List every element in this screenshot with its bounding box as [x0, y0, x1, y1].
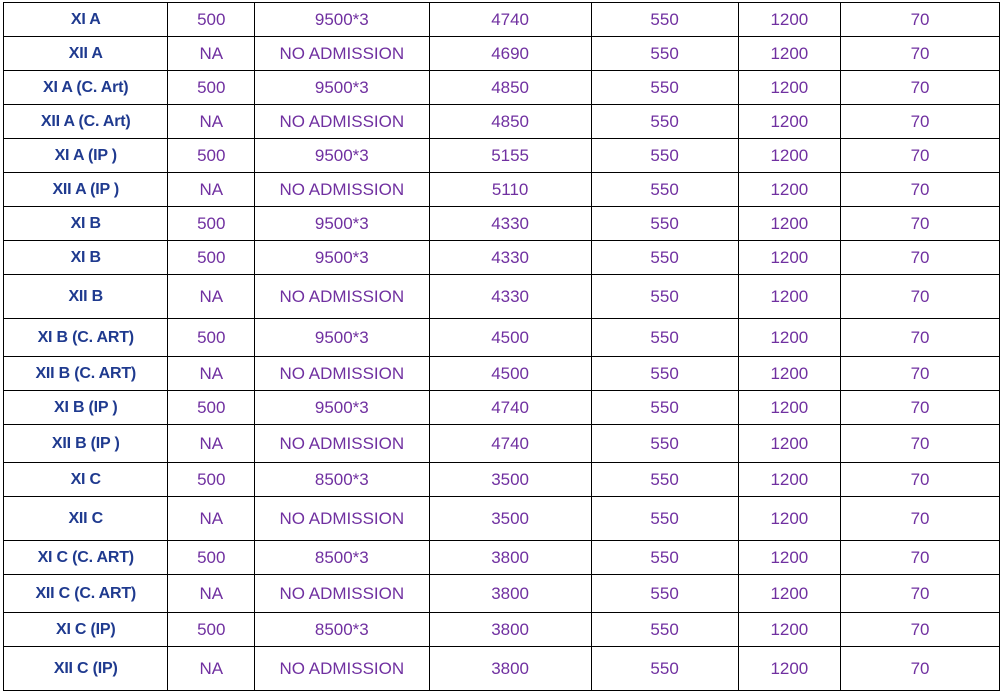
- col7-cell: 70: [841, 391, 1000, 425]
- col5-cell: 550: [591, 319, 738, 357]
- col6-cell: 1200: [738, 207, 840, 241]
- col4-cell: 3800: [429, 575, 591, 613]
- class-cell: XI A (C. Art): [4, 71, 168, 105]
- class-cell: XI C (IP): [4, 613, 168, 647]
- col2-cell: NA: [168, 105, 255, 139]
- col2-cell: 500: [168, 241, 255, 275]
- table-row: [4, 319, 1000, 357]
- col3-cell: 9500*3: [255, 241, 430, 275]
- col2-cell: NA: [168, 575, 255, 613]
- col7-cell: 70: [841, 541, 1000, 575]
- col4-cell: 4850: [429, 71, 591, 105]
- col6-cell: 1200: [738, 241, 840, 275]
- col6-cell: 1200: [738, 357, 840, 391]
- col3-cell: 9500*3: [255, 391, 430, 425]
- col4-cell: 3800: [429, 647, 591, 691]
- class-cell: XII C (C. ART): [4, 575, 168, 613]
- table-row: [4, 105, 1000, 139]
- table-row: [4, 207, 1000, 241]
- col6-cell: 1200: [738, 71, 840, 105]
- col4-cell: 4500: [429, 357, 591, 391]
- col7-cell: 70: [841, 71, 1000, 105]
- table-row: [4, 575, 1000, 613]
- col3-cell: 8500*3: [255, 463, 430, 497]
- col5-cell: 550: [591, 425, 738, 463]
- col2-cell: 500: [168, 139, 255, 173]
- col6-cell: 1200: [738, 3, 840, 37]
- col7-cell: 70: [841, 173, 1000, 207]
- col5-cell: 550: [591, 541, 738, 575]
- col5-cell: 550: [591, 173, 738, 207]
- class-cell: XI B (IP ): [4, 391, 168, 425]
- col7-cell: 70: [841, 575, 1000, 613]
- col6-cell: 1200: [738, 37, 840, 71]
- col4-cell: 3800: [429, 541, 591, 575]
- class-cell: XII A: [4, 37, 168, 71]
- class-cell: XII A (C. Art): [4, 105, 168, 139]
- table-row: [4, 173, 1000, 207]
- col5-cell: 550: [591, 207, 738, 241]
- col3-cell: 8500*3: [255, 541, 430, 575]
- table-row: [4, 275, 1000, 319]
- table-row: [4, 391, 1000, 425]
- col4-cell: 4850: [429, 105, 591, 139]
- col3-cell: NO ADMISSION: [255, 275, 430, 319]
- col2-cell: 500: [168, 3, 255, 37]
- class-cell: XII B (C. ART): [4, 357, 168, 391]
- col4-cell: 4740: [429, 3, 591, 37]
- col5-cell: 550: [591, 105, 738, 139]
- col3-cell: NO ADMISSION: [255, 425, 430, 463]
- table-row: [4, 463, 1000, 497]
- col6-cell: 1200: [738, 647, 840, 691]
- class-cell: XI B (C. ART): [4, 319, 168, 357]
- table-row: [4, 647, 1000, 691]
- col7-cell: 70: [841, 241, 1000, 275]
- col7-cell: 70: [841, 37, 1000, 71]
- table-row: [4, 241, 1000, 275]
- col2-cell: NA: [168, 357, 255, 391]
- class-cell: XII B (IP ): [4, 425, 168, 463]
- col5-cell: 550: [591, 575, 738, 613]
- col7-cell: 70: [841, 319, 1000, 357]
- col7-cell: 70: [841, 139, 1000, 173]
- col7-cell: 70: [841, 357, 1000, 391]
- col5-cell: 550: [591, 497, 738, 541]
- col5-cell: 550: [591, 241, 738, 275]
- col3-cell: NO ADMISSION: [255, 497, 430, 541]
- col6-cell: 1200: [738, 575, 840, 613]
- col3-cell: 9500*3: [255, 71, 430, 105]
- col4-cell: 5110: [429, 173, 591, 207]
- col4-cell: 4330: [429, 275, 591, 319]
- col4-cell: 4740: [429, 391, 591, 425]
- col7-cell: 70: [841, 463, 1000, 497]
- col6-cell: 1200: [738, 425, 840, 463]
- col6-cell: 1200: [738, 541, 840, 575]
- col5-cell: 550: [591, 71, 738, 105]
- class-cell: XI B: [4, 207, 168, 241]
- col6-cell: 1200: [738, 105, 840, 139]
- col4-cell: 3500: [429, 463, 591, 497]
- table-row: [4, 425, 1000, 463]
- class-cell: XII A (IP ): [4, 173, 168, 207]
- col4-cell: 3800: [429, 613, 591, 647]
- class-cell: XII C (IP): [4, 647, 168, 691]
- table-row: [4, 37, 1000, 71]
- col3-cell: 9500*3: [255, 207, 430, 241]
- col6-cell: 1200: [738, 139, 840, 173]
- col6-cell: 1200: [738, 391, 840, 425]
- col2-cell: NA: [168, 497, 255, 541]
- col5-cell: 550: [591, 463, 738, 497]
- col3-cell: NO ADMISSION: [255, 173, 430, 207]
- col7-cell: 70: [841, 425, 1000, 463]
- col6-cell: 1200: [738, 463, 840, 497]
- class-cell: XI B: [4, 241, 168, 275]
- class-cell: XII C: [4, 497, 168, 541]
- col4-cell: 4330: [429, 207, 591, 241]
- col3-cell: NO ADMISSION: [255, 647, 430, 691]
- col2-cell: 500: [168, 613, 255, 647]
- table-row: [4, 357, 1000, 391]
- col5-cell: 550: [591, 613, 738, 647]
- col7-cell: 70: [841, 613, 1000, 647]
- fee-table: [3, 2, 1000, 691]
- col7-cell: 70: [841, 3, 1000, 37]
- col3-cell: NO ADMISSION: [255, 37, 430, 71]
- class-cell: XII B: [4, 275, 168, 319]
- col7-cell: 70: [841, 647, 1000, 691]
- col4-cell: 4690: [429, 37, 591, 71]
- fee-table-body: [4, 3, 1000, 691]
- col7-cell: 70: [841, 275, 1000, 319]
- col7-cell: 70: [841, 207, 1000, 241]
- table-row: [4, 3, 1000, 37]
- col3-cell: 9500*3: [255, 319, 430, 357]
- class-cell: XI A (IP ): [4, 139, 168, 173]
- col2-cell: 500: [168, 207, 255, 241]
- col6-cell: 1200: [738, 173, 840, 207]
- col2-cell: 500: [168, 463, 255, 497]
- col2-cell: 500: [168, 71, 255, 105]
- col3-cell: NO ADMISSION: [255, 357, 430, 391]
- col3-cell: 9500*3: [255, 139, 430, 173]
- col2-cell: 500: [168, 391, 255, 425]
- col3-cell: NO ADMISSION: [255, 105, 430, 139]
- table-row: [4, 613, 1000, 647]
- col5-cell: 550: [591, 275, 738, 319]
- col6-cell: 1200: [738, 613, 840, 647]
- col5-cell: 550: [591, 37, 738, 71]
- col5-cell: 550: [591, 647, 738, 691]
- col4-cell: 4330: [429, 241, 591, 275]
- col2-cell: NA: [168, 647, 255, 691]
- col2-cell: 500: [168, 319, 255, 357]
- col4-cell: 5155: [429, 139, 591, 173]
- table-row: [4, 139, 1000, 173]
- class-cell: XI C: [4, 463, 168, 497]
- col4-cell: 4500: [429, 319, 591, 357]
- col2-cell: NA: [168, 37, 255, 71]
- col7-cell: 70: [841, 497, 1000, 541]
- col5-cell: 550: [591, 3, 738, 37]
- col2-cell: NA: [168, 425, 255, 463]
- table-row: [4, 541, 1000, 575]
- col7-cell: 70: [841, 105, 1000, 139]
- col3-cell: 8500*3: [255, 613, 430, 647]
- col4-cell: 3500: [429, 497, 591, 541]
- col5-cell: 550: [591, 139, 738, 173]
- class-cell: XI C (C. ART): [4, 541, 168, 575]
- col3-cell: 9500*3: [255, 3, 430, 37]
- col2-cell: NA: [168, 173, 255, 207]
- col3-cell: NO ADMISSION: [255, 575, 430, 613]
- table-row: [4, 497, 1000, 541]
- col6-cell: 1200: [738, 275, 840, 319]
- col4-cell: 4740: [429, 425, 591, 463]
- table-row: [4, 71, 1000, 105]
- class-cell: XI A: [4, 3, 168, 37]
- col2-cell: NA: [168, 275, 255, 319]
- col6-cell: 1200: [738, 497, 840, 541]
- col6-cell: 1200: [738, 319, 840, 357]
- col5-cell: 550: [591, 391, 738, 425]
- col2-cell: 500: [168, 541, 255, 575]
- col5-cell: 550: [591, 357, 738, 391]
